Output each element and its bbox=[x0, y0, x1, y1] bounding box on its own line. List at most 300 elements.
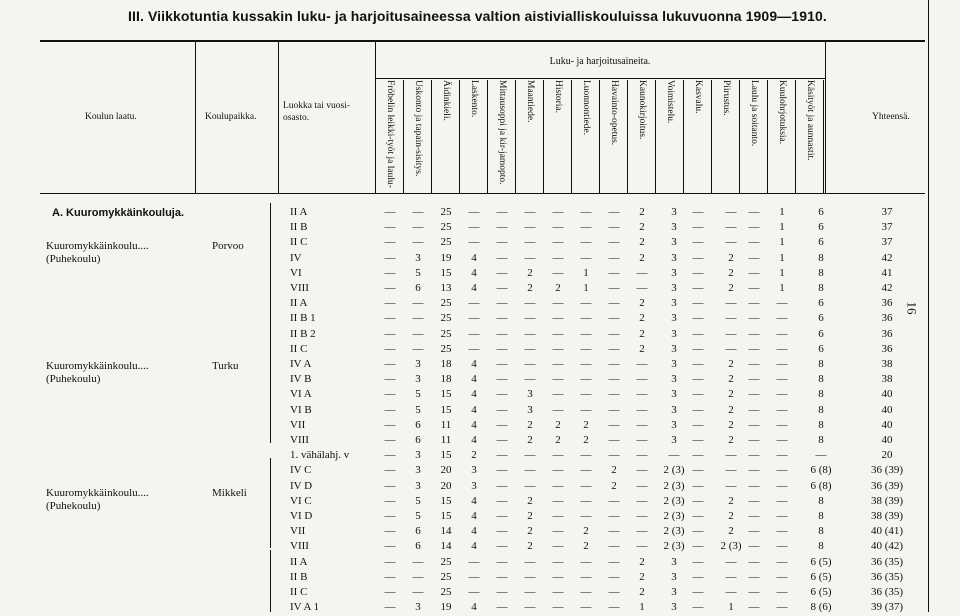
hours-cell: — bbox=[776, 418, 788, 431]
class-cell: II B 2 bbox=[290, 327, 316, 340]
hours-cell: 2 bbox=[728, 525, 734, 538]
table-row bbox=[0, 373, 960, 388]
class-cell: IV C bbox=[290, 464, 312, 477]
hours-cell: — bbox=[692, 540, 704, 553]
hours-cell: — bbox=[496, 342, 508, 355]
hours-cell: 6 bbox=[818, 312, 824, 325]
hours-cell: — bbox=[468, 342, 480, 355]
hours-cell: 25 bbox=[440, 297, 452, 310]
class-cell: VII bbox=[290, 525, 306, 538]
hours-cell: 4 bbox=[471, 434, 477, 446]
hours-cell: — bbox=[384, 206, 396, 218]
total-cell: 36 (35) bbox=[870, 570, 904, 583]
hours-cell: — bbox=[412, 342, 424, 355]
class-cell: II C bbox=[290, 236, 308, 249]
total-cell: 40 bbox=[881, 418, 893, 431]
total-cell: 42 bbox=[881, 282, 893, 294]
hours-cell: — bbox=[496, 418, 508, 431]
hours-cell: — bbox=[412, 586, 424, 598]
hours-cell: 5 bbox=[415, 494, 421, 507]
hours-cell: — bbox=[748, 312, 760, 325]
hours-cell: — bbox=[748, 388, 760, 401]
hours-cell: — bbox=[608, 449, 620, 462]
hours-cell: — bbox=[496, 494, 508, 507]
hours-cell: 25 bbox=[440, 236, 452, 249]
hours-cell: — bbox=[608, 251, 620, 264]
hours-cell: — bbox=[496, 434, 508, 446]
total-cell: 37 bbox=[881, 221, 893, 234]
hours-cell: — bbox=[524, 555, 536, 568]
hours-cell: 1 bbox=[779, 282, 785, 294]
hours-cell: 1 bbox=[779, 221, 785, 234]
hours-cell: — bbox=[815, 449, 827, 462]
hours-cell: 1 bbox=[779, 266, 785, 279]
hours-cell: — bbox=[384, 388, 396, 401]
hours-cell: — bbox=[580, 373, 592, 386]
hours-cell: — bbox=[468, 236, 480, 249]
hours-cell: — bbox=[552, 221, 564, 234]
hours-cell: 3 bbox=[415, 373, 421, 386]
hours-cell: — bbox=[776, 479, 788, 492]
hours-cell: 8 bbox=[818, 266, 824, 279]
hours-cell: — bbox=[608, 494, 620, 507]
hours-cell: 20 bbox=[440, 464, 452, 477]
hours-cell: 3 bbox=[471, 464, 477, 477]
hours-cell: — bbox=[776, 586, 788, 598]
hours-cell: 3 bbox=[671, 327, 677, 340]
hours-cell: — bbox=[692, 494, 704, 507]
subject-header-label: Mittausoppi ja kir-jamopto. bbox=[497, 80, 507, 185]
hours-cell: 2 bbox=[639, 555, 645, 568]
header-koulun-laatu: Koulun laatu. bbox=[85, 112, 137, 122]
total-cell: 36 bbox=[881, 297, 893, 310]
hours-cell: — bbox=[748, 586, 760, 598]
subject-header-label: Luonnontiede. bbox=[581, 80, 591, 136]
hours-cell: 6 (8) bbox=[810, 464, 832, 477]
header-koulupaikka: Koulupaikka. bbox=[205, 112, 257, 122]
hours-cell: — bbox=[496, 449, 508, 462]
table-row bbox=[0, 236, 960, 251]
class-cell: II C bbox=[290, 586, 308, 598]
hours-cell: — bbox=[468, 206, 480, 218]
hours-cell: — bbox=[552, 601, 564, 614]
hours-cell: 3 bbox=[671, 206, 677, 218]
hours-cell: — bbox=[636, 418, 648, 431]
hours-cell: 1 bbox=[583, 266, 589, 279]
hours-cell: — bbox=[636, 358, 648, 370]
hours-cell: 2 (3) bbox=[663, 525, 685, 538]
hours-cell: — bbox=[412, 206, 424, 218]
hours-cell: — bbox=[412, 221, 424, 234]
hours-cell: — bbox=[748, 327, 760, 340]
hours-cell: 6 (5) bbox=[810, 555, 832, 568]
table-row bbox=[0, 525, 960, 540]
table-row bbox=[0, 267, 960, 282]
hours-cell: 6 (5) bbox=[810, 570, 832, 583]
class-cell: VIII bbox=[290, 282, 309, 294]
hours-cell: — bbox=[496, 540, 508, 553]
hours-cell: 4 bbox=[471, 418, 477, 431]
class-cell: VII bbox=[290, 418, 306, 431]
hours-cell: 2 bbox=[527, 525, 533, 538]
hours-cell: 8 bbox=[818, 282, 824, 294]
hours-cell: — bbox=[384, 403, 396, 416]
hours-cell: — bbox=[748, 570, 760, 583]
subject-header bbox=[403, 80, 427, 190]
hours-cell: — bbox=[552, 358, 564, 370]
class-cell: IV D bbox=[290, 479, 313, 492]
hours-cell: — bbox=[384, 251, 396, 264]
hours-cell: — bbox=[725, 449, 737, 462]
place-turku: Turku bbox=[212, 360, 239, 372]
table-row bbox=[0, 464, 960, 479]
hours-cell: 2 bbox=[728, 434, 734, 446]
hours-cell: 25 bbox=[440, 570, 452, 583]
hours-cell: — bbox=[692, 479, 704, 492]
subject-header bbox=[431, 80, 455, 190]
hours-cell: 2 bbox=[639, 586, 645, 598]
hours-cell: 2 bbox=[527, 434, 533, 446]
table-row bbox=[0, 388, 960, 403]
header-divider bbox=[825, 40, 826, 193]
hours-cell: — bbox=[552, 251, 564, 264]
subject-header bbox=[599, 80, 623, 190]
hours-cell: — bbox=[552, 540, 564, 553]
hours-cell: 2 bbox=[527, 510, 533, 522]
hours-cell: — bbox=[384, 525, 396, 538]
hours-cell: — bbox=[524, 342, 536, 355]
hours-cell: 3 bbox=[671, 434, 677, 446]
hours-cell: 11 bbox=[440, 418, 452, 431]
hours-cell: — bbox=[692, 236, 704, 249]
hours-cell: — bbox=[580, 601, 592, 614]
total-cell: 42 bbox=[881, 251, 893, 264]
table-row bbox=[0, 586, 960, 601]
hours-cell: — bbox=[692, 555, 704, 568]
subject-header bbox=[459, 80, 483, 190]
hours-cell: — bbox=[776, 434, 788, 446]
hours-cell: — bbox=[636, 373, 648, 386]
class-cell: II B bbox=[290, 221, 308, 234]
hours-cell: 2 bbox=[555, 418, 561, 431]
hours-cell: — bbox=[580, 555, 592, 568]
hours-cell: 19 bbox=[440, 251, 452, 264]
hours-cell: 2 bbox=[555, 282, 561, 294]
hours-cell: 3 bbox=[671, 266, 677, 279]
hours-cell: — bbox=[692, 266, 704, 279]
hours-cell: — bbox=[608, 434, 620, 446]
class-cell: II B 1 bbox=[290, 312, 316, 325]
hours-cell: 3 bbox=[671, 251, 677, 264]
table-row bbox=[0, 419, 960, 434]
hours-cell: — bbox=[636, 479, 648, 492]
hours-cell: — bbox=[748, 479, 760, 492]
hours-cell: — bbox=[776, 525, 788, 538]
total-cell: 36 (35) bbox=[870, 586, 904, 598]
hours-cell: — bbox=[524, 373, 536, 386]
hours-cell: — bbox=[496, 327, 508, 340]
hours-cell: — bbox=[608, 206, 620, 218]
hours-cell: 8 bbox=[818, 358, 824, 370]
hours-cell: — bbox=[748, 464, 760, 477]
hours-cell: — bbox=[692, 418, 704, 431]
total-cell: 20 bbox=[881, 449, 893, 462]
hours-cell: — bbox=[552, 342, 564, 355]
hours-cell: 25 bbox=[440, 327, 452, 340]
hours-cell: 8 bbox=[818, 494, 824, 507]
hours-cell: — bbox=[636, 525, 648, 538]
hours-cell: 3 bbox=[671, 373, 677, 386]
hours-cell: — bbox=[608, 282, 620, 294]
subject-header-label: Äidinkieli. bbox=[441, 80, 451, 121]
hours-cell: 3 bbox=[527, 403, 533, 416]
hours-cell: 14 bbox=[440, 540, 452, 553]
table-row bbox=[0, 510, 960, 525]
hours-cell: 6 bbox=[818, 221, 824, 234]
hours-cell: — bbox=[384, 601, 396, 614]
hours-cell: 1 bbox=[779, 236, 785, 249]
subject-header-label: Laulu ja soitanto. bbox=[749, 80, 759, 147]
school-name: Kuuromykkäinkoulu.... bbox=[46, 360, 149, 372]
class-cell: VIII bbox=[290, 540, 309, 553]
hours-cell: 2 bbox=[583, 540, 589, 553]
hours-cell: — bbox=[748, 434, 760, 446]
subject-header bbox=[739, 80, 763, 190]
hours-cell: — bbox=[496, 555, 508, 568]
hours-cell: 3 bbox=[671, 297, 677, 310]
place-porvoo: Porvoo bbox=[212, 240, 244, 252]
hours-cell: — bbox=[608, 342, 620, 355]
hours-cell: 15 bbox=[440, 494, 452, 507]
hours-cell: 2 bbox=[639, 206, 645, 218]
class-cell: 1. vähälahj. v bbox=[290, 449, 350, 462]
hours-cell: 2 bbox=[639, 342, 645, 355]
class-cell: IV A bbox=[290, 358, 312, 370]
hours-cell: — bbox=[496, 251, 508, 264]
hours-cell: — bbox=[692, 403, 704, 416]
hours-cell: — bbox=[552, 312, 564, 325]
subject-header-label: Historia. bbox=[553, 80, 563, 113]
hours-cell: 5 bbox=[415, 266, 421, 279]
hours-cell: 25 bbox=[440, 342, 452, 355]
header-luokka: Luokka tai vuosi-osasto. bbox=[283, 101, 351, 123]
hours-cell: — bbox=[580, 388, 592, 401]
total-cell: 40 (42) bbox=[870, 540, 904, 553]
hours-cell: — bbox=[776, 555, 788, 568]
hours-cell: — bbox=[580, 479, 592, 492]
hours-cell: 4 bbox=[471, 373, 477, 386]
hours-cell: — bbox=[468, 312, 480, 325]
table-row bbox=[0, 282, 960, 297]
hours-cell: 1 bbox=[583, 282, 589, 294]
subject-header bbox=[683, 80, 707, 190]
hours-cell: 4 bbox=[471, 510, 477, 522]
header-top-rule bbox=[40, 40, 925, 42]
hours-cell: — bbox=[552, 373, 564, 386]
hours-cell: 15 bbox=[440, 449, 452, 462]
hours-cell: — bbox=[725, 586, 737, 598]
hours-cell: — bbox=[580, 570, 592, 583]
hours-cell: — bbox=[580, 251, 592, 264]
hours-cell: — bbox=[608, 510, 620, 522]
hours-cell: 25 bbox=[440, 555, 452, 568]
hours-cell: 2 (3) bbox=[663, 540, 685, 553]
hours-cell: — bbox=[552, 525, 564, 538]
hours-cell: 3 bbox=[671, 601, 677, 614]
hours-cell: 5 bbox=[415, 388, 421, 401]
total-cell: 38 (39) bbox=[870, 510, 904, 522]
hours-cell: — bbox=[608, 586, 620, 598]
class-cell: IV bbox=[290, 251, 302, 264]
hours-cell: 2 bbox=[611, 464, 617, 477]
hours-cell: — bbox=[692, 586, 704, 598]
hours-cell: — bbox=[748, 510, 760, 522]
table-row bbox=[0, 495, 960, 510]
hours-cell: 6 bbox=[415, 282, 421, 294]
hours-cell: — bbox=[580, 312, 592, 325]
hours-cell: 3 bbox=[415, 479, 421, 492]
hours-cell: 11 bbox=[440, 434, 452, 446]
hours-cell: — bbox=[748, 221, 760, 234]
hours-cell: 3 bbox=[415, 358, 421, 370]
school-type: (Puhekoulu) bbox=[46, 253, 101, 265]
hours-cell: 2 bbox=[555, 434, 561, 446]
hours-cell: — bbox=[748, 540, 760, 553]
hours-cell: 3 bbox=[671, 282, 677, 294]
hours-cell: 2 bbox=[583, 418, 589, 431]
hours-cell: — bbox=[496, 403, 508, 416]
hours-cell: 3 bbox=[671, 236, 677, 249]
hours-cell: 2 bbox=[639, 251, 645, 264]
hours-cell: — bbox=[384, 297, 396, 310]
hours-cell: — bbox=[552, 570, 564, 583]
hours-cell: 2 bbox=[527, 494, 533, 507]
hours-cell: — bbox=[608, 312, 620, 325]
hours-cell: 19 bbox=[440, 601, 452, 614]
subject-header-label: Uskonto ja tapain-sisitys. bbox=[413, 80, 423, 177]
hours-cell: — bbox=[496, 297, 508, 310]
hours-cell: 4 bbox=[471, 266, 477, 279]
table-row bbox=[0, 297, 960, 312]
hours-cell: 2 bbox=[639, 221, 645, 234]
hours-cell: — bbox=[776, 388, 788, 401]
hours-cell: 6 bbox=[415, 540, 421, 553]
class-cell: VI A bbox=[290, 388, 312, 401]
hours-cell: — bbox=[692, 601, 704, 614]
total-cell: 36 bbox=[881, 312, 893, 325]
hours-cell: — bbox=[384, 540, 396, 553]
hours-cell: — bbox=[524, 586, 536, 598]
subject-header bbox=[543, 80, 567, 190]
hours-cell: — bbox=[384, 464, 396, 477]
hours-cell: 4 bbox=[471, 403, 477, 416]
hours-cell: — bbox=[608, 236, 620, 249]
hours-cell: 3 bbox=[671, 570, 677, 583]
total-cell: 36 bbox=[881, 342, 893, 355]
hours-cell: — bbox=[692, 282, 704, 294]
total-cell: 40 (41) bbox=[870, 525, 904, 538]
hours-cell: — bbox=[496, 312, 508, 325]
hours-cell: 2 (3) bbox=[663, 494, 685, 507]
hours-cell: — bbox=[636, 434, 648, 446]
subject-header bbox=[627, 80, 651, 190]
hours-cell: — bbox=[608, 540, 620, 553]
subject-header bbox=[571, 80, 595, 190]
hours-cell: — bbox=[496, 586, 508, 598]
header-divider bbox=[195, 40, 196, 193]
hours-cell: — bbox=[748, 251, 760, 264]
hours-cell: — bbox=[692, 525, 704, 538]
hours-cell: 6 bbox=[818, 297, 824, 310]
hours-cell: 2 bbox=[527, 540, 533, 553]
hours-cell: — bbox=[776, 601, 788, 614]
hours-cell: — bbox=[776, 570, 788, 583]
hours-cell: 2 bbox=[728, 266, 734, 279]
hours-cell: — bbox=[608, 297, 620, 310]
hours-cell: 2 bbox=[639, 297, 645, 310]
class-cell: VIII bbox=[290, 434, 309, 446]
total-cell: 40 bbox=[881, 434, 893, 446]
hours-cell: 6 bbox=[818, 327, 824, 340]
total-cell: 36 (35) bbox=[870, 555, 904, 568]
hours-cell: — bbox=[636, 464, 648, 477]
hours-cell: — bbox=[725, 327, 737, 340]
hours-cell: 4 bbox=[471, 525, 477, 538]
subject-header-label: Laskento. bbox=[469, 80, 479, 118]
hours-cell: — bbox=[524, 449, 536, 462]
class-cell: II B bbox=[290, 570, 308, 583]
subject-header-label: Piirustus. bbox=[721, 80, 731, 116]
hours-cell: — bbox=[748, 418, 760, 431]
total-cell: 36 (39) bbox=[870, 464, 904, 477]
hours-cell: — bbox=[725, 555, 737, 568]
hours-cell: 8 bbox=[818, 510, 824, 522]
hours-cell: — bbox=[524, 570, 536, 583]
subject-header bbox=[515, 80, 539, 190]
hours-cell: 4 bbox=[471, 282, 477, 294]
place-mikkeli: Mikkeli bbox=[212, 487, 247, 499]
hours-cell: 6 bbox=[818, 342, 824, 355]
hours-cell: 2 bbox=[583, 525, 589, 538]
hours-cell: 6 bbox=[818, 206, 824, 218]
hours-cell: — bbox=[524, 464, 536, 477]
hours-cell: 6 bbox=[415, 418, 421, 431]
hours-cell: — bbox=[496, 510, 508, 522]
table-row bbox=[0, 449, 960, 464]
hours-cell: — bbox=[384, 221, 396, 234]
hours-cell: — bbox=[524, 327, 536, 340]
hours-cell: 2 bbox=[728, 388, 734, 401]
hours-cell: — bbox=[552, 403, 564, 416]
hours-cell: — bbox=[636, 266, 648, 279]
hours-cell: — bbox=[552, 555, 564, 568]
hours-cell: — bbox=[776, 312, 788, 325]
subject-header-label: Fröbelin leikki-työt ja laulu- bbox=[385, 80, 395, 188]
hours-cell: — bbox=[692, 434, 704, 446]
hours-cell: — bbox=[608, 570, 620, 583]
hours-cell: 2 bbox=[639, 236, 645, 249]
hours-cell: 2 bbox=[728, 494, 734, 507]
hours-cell: — bbox=[692, 388, 704, 401]
hours-cell: — bbox=[636, 540, 648, 553]
hours-cell: 4 bbox=[471, 494, 477, 507]
hours-cell: 25 bbox=[440, 586, 452, 598]
hours-cell: — bbox=[580, 449, 592, 462]
hours-cell: 4 bbox=[471, 540, 477, 553]
hours-cell: 2 (3) bbox=[663, 510, 685, 522]
hours-cell: — bbox=[580, 327, 592, 340]
subject-header bbox=[375, 80, 399, 190]
